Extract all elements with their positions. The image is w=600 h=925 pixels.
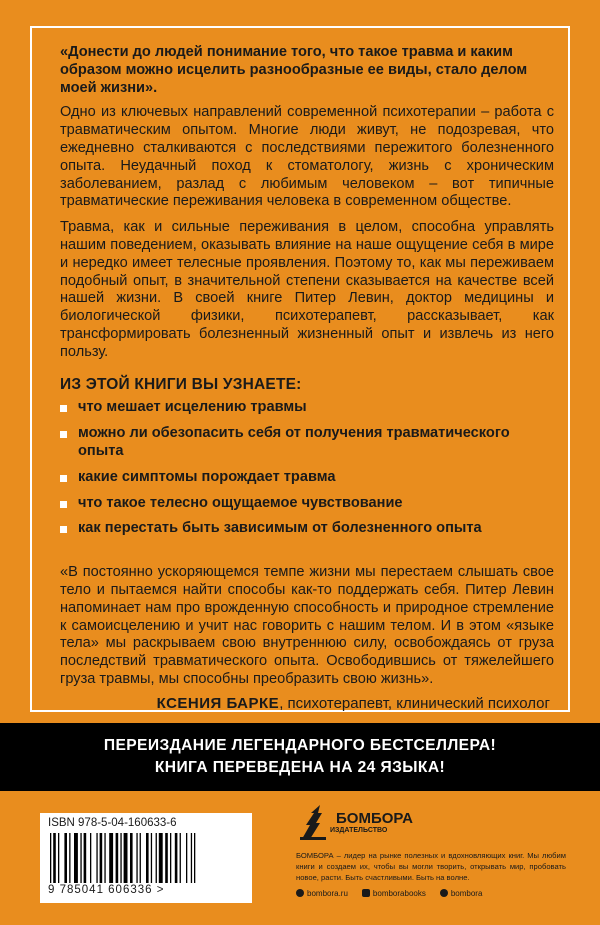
bullet-icon — [60, 475, 67, 482]
description-paragraph-2: Травма, как и сильные переживания в целом, способна управлять нашим поведением, оказывать влияние на наше ощущение себя в мире и нередко имеет телесные проявления. Поэтому то, как мы переживаем подобный опыт, в значительной степени сказывается на качестве всей нашей жизни. В своей книге Питер Левин, доктор медицины и биологической физики, психотерапевт, рассказывает, как трансформировать болезненный жизненный опыт и извлечь из него пользу. — [60, 219, 554, 360]
lead-quote: «Донести до людей понимание того, что такое травма и каким образом можно исцелить разнообразные ее виды, стало делом моей жизни». — [60, 44, 528, 96]
learn-heading: ИЗ ЭТОЙ КНИГИ ВЫ УЗНАЕТЕ: — [60, 375, 302, 393]
endorsement — [60, 564, 554, 712]
author-role: , психотерапевт, клинический психолог — [279, 694, 550, 712]
barcode-panel — [40, 813, 252, 903]
learn-item: что такое телесно ощущаемое чувствование — [60, 495, 554, 513]
isbn-label: ISBN 978-5-04-160633-6 — [48, 817, 177, 829]
main-content — [60, 44, 554, 713]
description-paragraph-1: Одно из ключевых направлений современной психотерапии – работа с травматическим опытом. Многие люди живут, не подозревая, что ежедневно сталкиваются с последствиями пережитого болезненного опыта. Неудачный поход к стоматологу, жизнь с хроническим заболеванием, разлад с любимым человеком – вот типичные травматические переживания человека в современном обществе. — [60, 104, 554, 210]
bullet-icon — [60, 526, 67, 533]
promo-banner — [0, 723, 600, 791]
learn-item: можно ли обезопасить себя от получения травматического опыта — [60, 425, 554, 461]
social-vk[interactable]: bomborabooks — [362, 889, 426, 898]
ean-number: 9 785041 606336 > — [48, 884, 165, 896]
learn-item: как перестать быть зависимым от болезненного опыта — [60, 520, 554, 538]
social-links — [296, 889, 566, 898]
banner-line-2: КНИГА ПЕРЕВЕДЕНА НА 24 ЯЗЫКА! — [154, 759, 446, 776]
publisher-description: БОМБОРА – лидер на рынке полезных и вдохновляющих книг. Мы любим книги и создаем их, чтобы вы могли творить, открывать мир, пробовать новое, расти. Быть счастливыми. Быть на волне. — [296, 851, 566, 882]
bullet-icon — [60, 405, 67, 412]
author-name: КСЕНИЯ БАРКЕ — [156, 694, 280, 712]
instagram-icon — [296, 889, 304, 897]
telegram-icon — [440, 889, 448, 897]
learn-list — [60, 399, 554, 538]
barcode-icon — [48, 833, 244, 883]
learn-item: какие симптомы порождает травма — [60, 469, 554, 487]
social-telegram[interactable]: bombora — [440, 889, 483, 898]
bullet-icon — [60, 501, 67, 508]
social-site[interactable]: bombora.ru — [296, 889, 348, 898]
vk-icon — [362, 889, 370, 897]
learn-item: что мешает исцелению травмы — [60, 399, 554, 417]
publisher-subtitle: ИЗДАТЕЛЬСТВО — [330, 827, 388, 834]
endorsement-text: «В постоянно ускоряющемся темпе жизни мы перестаем слышать свое тело и пытаемся найти способы как-то поддержать себя. Питер Левин напоминает нам про врожденную способность и природное стремление к самоисцелению и учит нас говорить с нашим телом. И в этом «языке тела» мы раскрываем свою внутреннюю силу, освобождаясь от груза последствий травматического опыта. Освободившись от тяжелейшего груза травмы, мы способны преобразить свою жизнь». — [60, 564, 554, 687]
endorsement-author — [60, 695, 554, 713]
publisher-block — [296, 805, 566, 898]
banner-line-1: ПЕРЕИЗДАНИЕ ЛЕГЕНДАРНОГО БЕСТСЕЛЛЕРА! — [103, 737, 497, 754]
bombora-logo-icon — [296, 805, 330, 841]
publisher-logo — [296, 805, 566, 841]
bullet-icon — [60, 431, 67, 438]
publisher-brand: БОМБОРА — [336, 810, 413, 827]
